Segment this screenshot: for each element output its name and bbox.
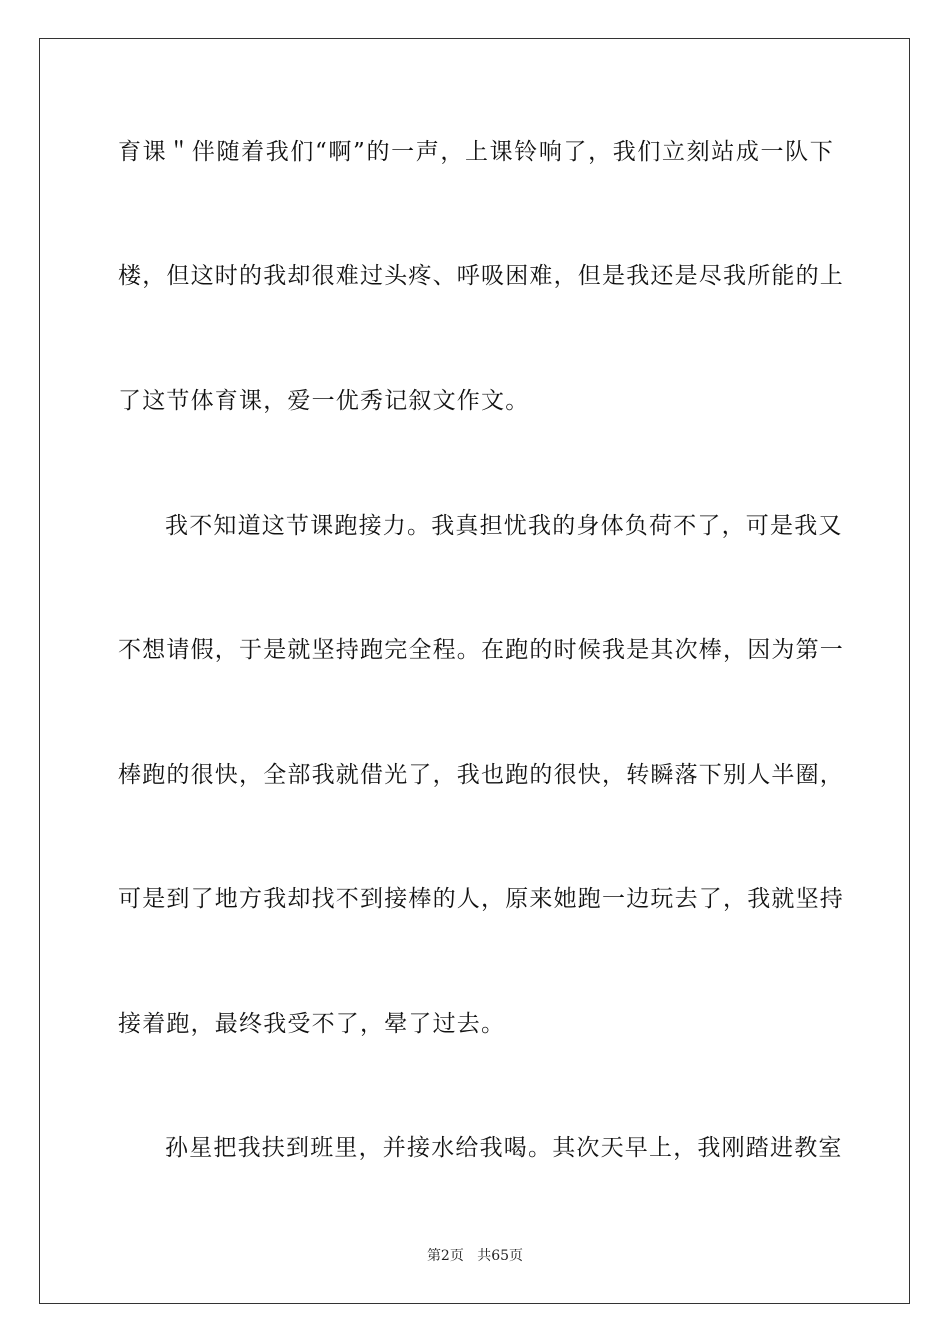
- text-line: 接着跑，最终我受不了，晕了过去。: [118, 1011, 506, 1037]
- text-line: 我不知道这节课跑接力。我真担忧我的身体负荷不了，可是我又: [165, 513, 843, 539]
- text-line: 可是到了地方我却找不到接棒的人，原来她跑一边玩去了，我就坚持: [118, 886, 844, 912]
- text-line: 楼，但这时的我却很难过头疼、呼吸困难，但是我还是尽我所能的上: [118, 263, 844, 289]
- text-line: 育课＂伴随着我们“啊”的一声，上课铃响了，我们立刻站成一队下: [118, 139, 834, 165]
- text-line: 孙星把我扶到班里，并接水给我喝。其次天早上，我刚踏进教室: [165, 1135, 843, 1161]
- text-line: 了这节体育课，爱一优秀记叙文作文。: [118, 388, 530, 414]
- page-number: 第2页: [426, 1248, 464, 1264]
- text-line: 棒跑的很快，全部我就借光了，我也跑的很快，转瞬落下别人半圈，: [118, 762, 844, 788]
- page-footer: [0, 1247, 950, 1265]
- page-total: 共65页: [477, 1248, 524, 1264]
- text-line: 不想请假，于是就坚持跑完全程。在跑的时候我是其次棒，因为第一: [118, 637, 844, 663]
- page-border: [39, 38, 910, 1304]
